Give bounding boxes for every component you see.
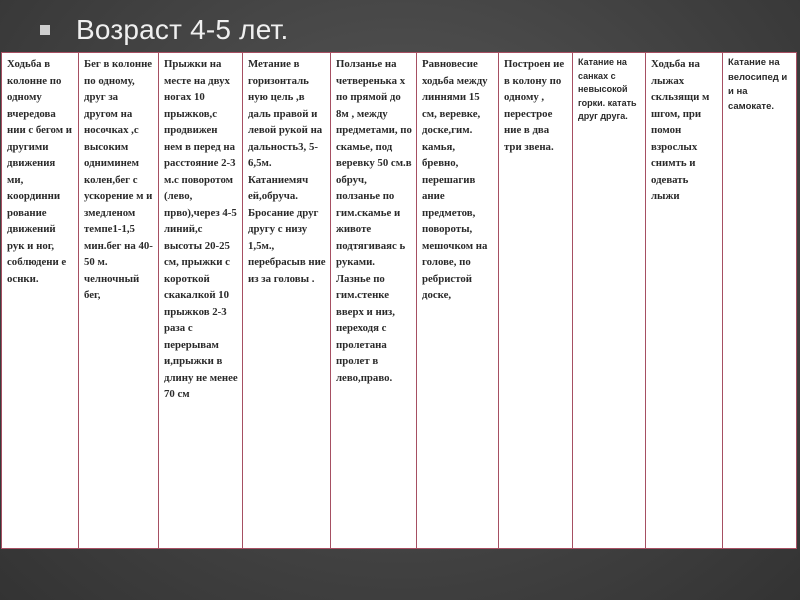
table-cell-formation: Построен ие в колону по одному , перестрое ние в два три звена. <box>499 53 573 549</box>
exercise-table <box>1 52 797 549</box>
table-cell-skiing: Ходьба на лыжах скльзящи м шгом, при помон взрослых снимть и одевать лыжи <box>646 53 723 549</box>
slide-title-row <box>40 10 288 50</box>
table-cell-running: Бег в колонне по одному, друг за другом на носочках ,с высоким одниминем колен,бег с ускорение м и змедленом темпе1-1,5 мин.бег на 40-50 м. челночный бег, <box>79 53 159 549</box>
table-cell-jumping: Прыжки на месте на двух ногах 10 прыжков,с продвижен нем в перед на расстояние 2-3 м.с поворотом (лево, прво),через 4-5 линий,с высоты 20-25 см, прыжки с короткой скакалкой 10 прыжков 2-3 раза с перерывам и,прыжки в длину не менее 70 см <box>159 53 243 549</box>
table-cell-throwing: Метание в горизонталь ную цель ,в даль правой и левой рукой на дальность3, 5-6,5м. Катаниемяч ей,обруча. Бросание друг другу с низу 1,5м., перебрасыв ние из за головы . <box>243 53 331 549</box>
table-cell-walking: Ходьба в колонне по одному вчередова нии с бегом и другими движения ми, координни рование движений рук и ног, соблюдени е оснки. <box>2 53 79 549</box>
table-cell-balance: Равновесие ходьба между линнями 15 см, веревке, доске,гим. камья, бревно, перешагив ание предметов, повороты, мешочком на голове, по ребристой доске, <box>417 53 499 549</box>
table-cell-sledding: Катание на санках с невысокой горки. катать друг друга. <box>573 53 646 549</box>
table-cell-crawling: Ползанье на четверенька х по прямой до 8м , между предметами, по скамье, под веревку 50 см.в обруч, ползанье по гим.скамье и животе подтягиваяс ь руками. Лазнье по гим.стенке вверх и низ, переходя с пролетана пролет в лево,право. <box>331 53 417 549</box>
table-row <box>2 53 797 549</box>
slide-title: Возраст 4-5 лет. <box>76 14 289 45</box>
square-bullet-icon <box>40 25 50 35</box>
table-cell-cycling: Катание на велосипед и и на самокате. <box>723 53 797 549</box>
